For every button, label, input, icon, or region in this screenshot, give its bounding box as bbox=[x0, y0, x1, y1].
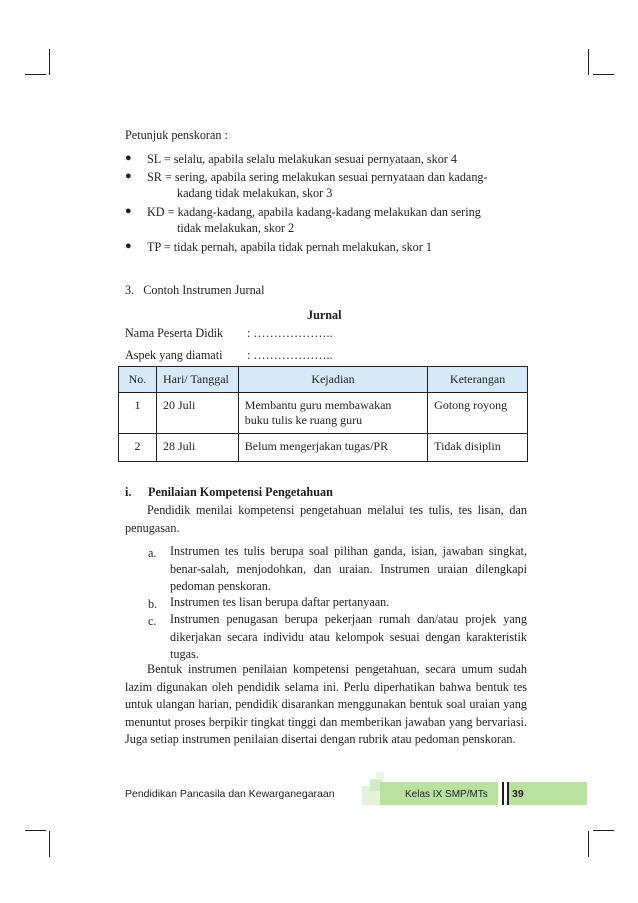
scoring-item-sr-cont: kadang tidak melakukan, skor 3 bbox=[177, 186, 333, 200]
bullet-icon: ● bbox=[125, 240, 132, 252]
field-value-student: : ……………….. bbox=[247, 326, 333, 340]
table-header-row bbox=[119, 367, 528, 393]
list-marker: a. bbox=[148, 546, 157, 560]
crop-mark bbox=[593, 830, 614, 831]
field-label-aspect: Aspek yang diamati bbox=[125, 348, 223, 362]
journal-section-title: 3. Contoh Instrumen Jurnal bbox=[125, 283, 265, 297]
cell-date: 20 Juli bbox=[156, 393, 238, 434]
crop-mark bbox=[25, 74, 46, 75]
crop-mark bbox=[593, 74, 614, 75]
bullet-icon: ● bbox=[125, 152, 132, 164]
cell-event-line: buku tulis ke ruang guru bbox=[244, 413, 363, 427]
bullet-icon: ● bbox=[125, 205, 132, 217]
cell-no: 1 bbox=[119, 393, 157, 434]
cell-note: Gotong royong bbox=[428, 393, 528, 434]
field-value-aspect: : ……………….. bbox=[247, 348, 333, 362]
field-label-student: Nama Peserta Didik bbox=[125, 326, 224, 340]
scoring-item-sr: SR = sering, apabila sering melakukan sesuai pernyataan dan kadang- bbox=[147, 170, 488, 184]
crop-mark bbox=[49, 49, 50, 75]
cell-no: 2 bbox=[119, 434, 157, 462]
bullet-icon: ● bbox=[125, 170, 132, 182]
header-date: Hari/ Tanggal bbox=[156, 367, 238, 393]
list-item: Instrumen penugasan berupa pekerjaan rumah dan/atau projek yang dikerjakan secara individu atau kelompok sesuai dengan karakteristik tugas. bbox=[170, 612, 527, 661]
section-number: i. bbox=[125, 485, 132, 499]
crop-mark bbox=[49, 831, 50, 857]
crop-mark bbox=[588, 831, 589, 857]
footer-class: Kelas IX SMP/MTs bbox=[405, 789, 488, 800]
footer-book-title: Pendidikan Pancasila dan Kewarganegaraan bbox=[125, 788, 335, 800]
header-note: Keterangan bbox=[428, 367, 528, 393]
journal-title: Jurnal bbox=[307, 308, 342, 322]
journal-table bbox=[118, 366, 528, 462]
table-row bbox=[119, 393, 528, 434]
crop-mark bbox=[588, 49, 589, 75]
cell-event bbox=[238, 393, 427, 434]
scoring-title: Petunjuk penskoran : bbox=[125, 128, 228, 142]
closing-paragraph: Bentuk instrumen penilaian kompetensi pengetahuan, secara umum sudah lazim digunakan oleh pendidik selama ini. Perlu diperhatikan bahwa bentuk tes untuk ulangan harian, pendidik disarankan menggunakan bentuk soal uraian yang menuntut proses berpikir tingkat tinggi dan memberikan jawaban yang bervariasi. Juga setiap instrumen penilaian disertai dengan rubrik atau pedoman penskoran. bbox=[125, 662, 527, 746]
list-marker: c. bbox=[148, 614, 157, 628]
cell-event-line: Membantu guru membawakan bbox=[244, 398, 392, 412]
section-heading: Penilaian Kompetensi Pengetahuan bbox=[148, 485, 333, 499]
list-item: Instrumen tes lisan berupa daftar pertanyaan. bbox=[170, 595, 390, 609]
list-marker: b. bbox=[148, 597, 158, 611]
scoring-item-kd-cont: tidak melakukan, skor 2 bbox=[177, 221, 295, 235]
header-no: No. bbox=[119, 367, 157, 393]
table-row bbox=[119, 434, 528, 462]
cell-date: 28 Juli bbox=[156, 434, 238, 462]
cell-event: Belum mengerjakan tugas/PR bbox=[238, 434, 427, 462]
page-number: 39 bbox=[512, 788, 524, 800]
cell-note: Tidak disiplin bbox=[428, 434, 528, 462]
scoring-item-kd: KD = kadang-kadang, apabila kadang-kadang melakukan dan sering bbox=[147, 205, 481, 219]
list-item: Instrumen tes tulis berupa soal pilihan ganda, isian, jawaban singkat, benar-salah, menjodohkan, dan uraian. Instrumen uraian dilengkapi pedoman penskoran. bbox=[170, 544, 527, 593]
scoring-item-sl: SL = selalu, apabila selalu melakukan sesuai pernyataan, skor 4 bbox=[147, 152, 457, 166]
crop-mark bbox=[25, 830, 46, 831]
intro-paragraph: Pendidik menilai kompetensi pengetahuan melalui tes tulis, tes lisan, dan penugasan. bbox=[125, 503, 527, 535]
header-event: Kejadian bbox=[238, 367, 427, 393]
scoring-item-tp: TP = tidak pernah, apabila tidak pernah melakukan, skor 1 bbox=[147, 240, 432, 254]
